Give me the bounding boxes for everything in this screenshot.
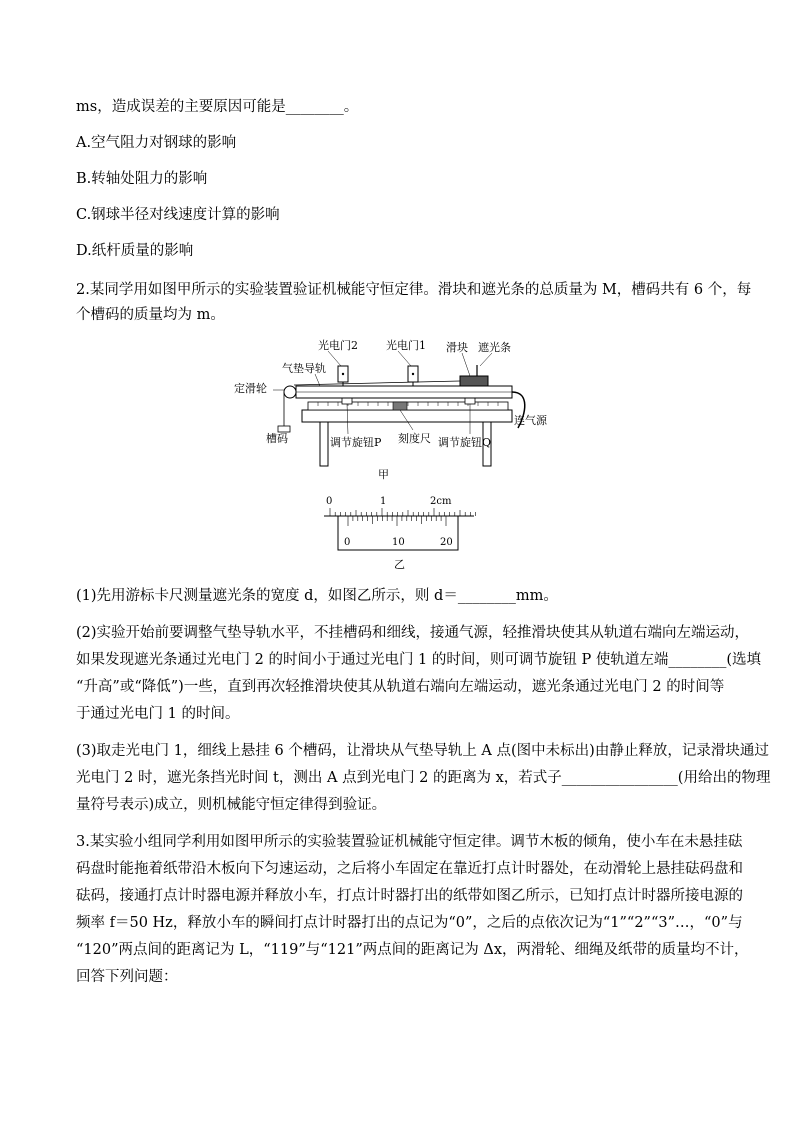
label-gate1: 光电门1 xyxy=(386,339,426,352)
q3-line4: 频率 f＝50 Hz，释放小车的瞬间打点计时器打出的点记为“0”，之后的点依次记为“1”“2”“3”…，“0”与 xyxy=(76,915,743,931)
label-knob-p: 调节旋钮P xyxy=(330,436,382,449)
option-b: B.转轴处阻力的影响 xyxy=(76,171,208,187)
q2-part2-line3: “升高”或“降低”)一些，直到再次轻推滑块使其从轨道右端向左端运动，遮光条通过光电门 2 的时间等 xyxy=(76,679,725,695)
q2-part2-line4: 于通过光电门 1 的时间。 xyxy=(76,706,240,722)
knob-q xyxy=(465,398,475,404)
caption-yi: 乙 xyxy=(394,558,405,571)
apparatus-figure xyxy=(230,332,560,482)
q2-part3-line1: (3)取走光电门 1，细线上悬挂 6 个槽码，让滑块从气垫导轨上 A 点(图中未标出)由静止释放，记录滑块通过 xyxy=(76,743,769,759)
pulley xyxy=(284,386,296,398)
q2-part3-line3: 量符号表示)成立，则机械能守恒定律得到验证。 xyxy=(76,797,387,813)
q2-intro-line1: 2.某同学用如图甲所示的实验装置验证机械能守恒定律。滑块和遮光条的总质量为 M，槽码共有 6 个，每 xyxy=(76,282,752,298)
label-strip: 遮光条 xyxy=(478,341,511,354)
q3-line3: 砝码，接通打点计时器电源并释放小车，打点计时器打出的纸带如图乙所示，已知打点计时器所接电源的 xyxy=(76,888,743,904)
label-ruler: 刻度尺 xyxy=(398,432,431,445)
knob-p xyxy=(342,398,352,404)
option-a: A.空气阻力对钢球的影响 xyxy=(76,135,237,151)
q2-part1: (1)先用游标卡尺测量遮光条的宽度 d，如图乙所示，则 d＝________mm。 xyxy=(76,588,558,604)
caption-jia: 甲 xyxy=(378,468,389,481)
label-gate2: 光电门2 xyxy=(318,339,358,352)
q2-intro-line2: 个槽码的质量均为 m。 xyxy=(76,307,225,323)
support xyxy=(393,402,407,410)
main-label-1: 1 xyxy=(380,496,387,507)
label-air: 连气源 xyxy=(514,414,547,427)
label-weights: 槽码 xyxy=(266,432,288,445)
q3-line6: 回答下列问题： xyxy=(76,969,178,985)
prev-question-tail: ms，造成误差的主要原因可能是________。 xyxy=(76,99,359,115)
option-d: D.纸杆质量的影响 xyxy=(76,243,194,259)
label-pulley: 定滑轮 xyxy=(234,382,267,395)
option-c: C.钢球半径对线速度计算的影响 xyxy=(76,207,280,223)
q3-line5: “120”两点间的距离记为 L，“119”与“121”两点间的距离记为 Δx，两滑轮、细绳及纸带的质量均不计， xyxy=(76,942,749,958)
q2-part2-line2: 如果发现遮光条通过光电门 2 的时间小于通过光电门 1 的时间，则可调节旋钮 P 使轨道左端________(选填 xyxy=(76,652,762,668)
vernier-figure xyxy=(318,492,478,574)
label-track: 气垫导轨 xyxy=(282,362,326,375)
label-knob-q: 调节旋钮Q xyxy=(438,436,492,449)
main-label-0: 0 xyxy=(326,496,333,507)
vernier-label-0: 0 xyxy=(344,537,351,548)
q3-line1: 3.某实验小组同学利用如图甲所示的实验装置验证机械能守恒定律。调节木板的倾角，使小车在未悬挂砝 xyxy=(76,834,743,850)
vernier-label-20: 20 xyxy=(440,537,453,548)
vernier-label-10: 10 xyxy=(392,537,405,548)
label-slider: 滑块 xyxy=(446,341,468,354)
q3-line2: 码盘时能拖着纸带沿木板向下匀速运动，之后将小车固定在靠近打点计时器处，在动滑轮上悬挂砝码盘和 xyxy=(76,861,743,877)
q2-part3-line2: 光电门 2 时，遮光条挡光时间 t，测出 A 点到光电门 2 的距离为 x，若式子________________(用给出的物理 xyxy=(76,770,771,786)
main-label-2cm: 2cm xyxy=(430,496,452,507)
table-leg-left xyxy=(320,422,328,466)
slider xyxy=(460,376,488,386)
q2-part2-line1: (2)实验开始前要调整气垫导轨水平，不挂槽码和细线，接通气源，轻推滑块使其从轨道右端向左端运动， xyxy=(76,625,750,641)
table-top xyxy=(302,410,512,422)
